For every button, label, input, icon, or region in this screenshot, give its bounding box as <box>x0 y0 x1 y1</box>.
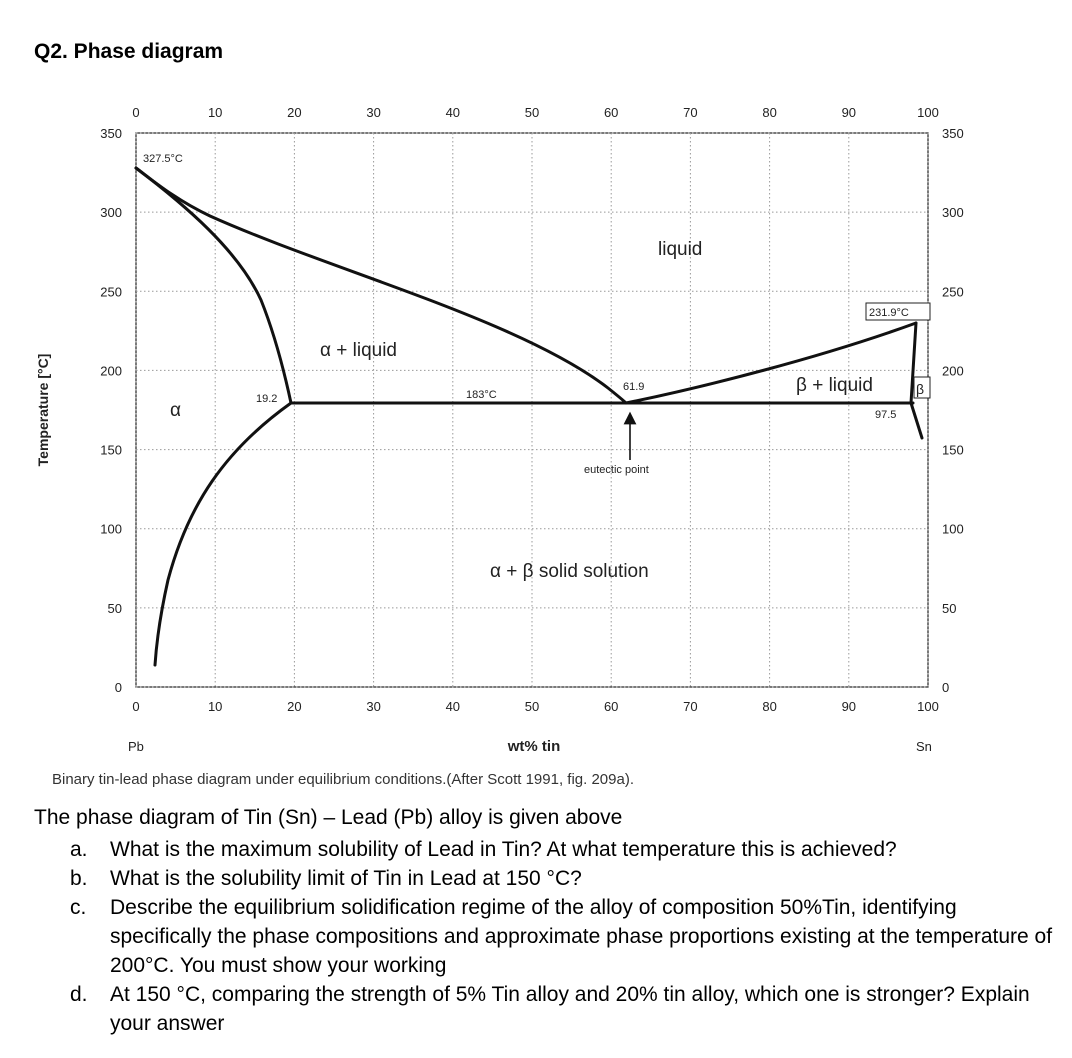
grid <box>136 133 928 687</box>
alpha-limit-label: 19.2 <box>256 393 278 405</box>
solvus-alpha <box>155 403 291 665</box>
region-alpha: α <box>170 400 181 421</box>
region-alpha-liquid: α + liquid <box>320 340 398 361</box>
solvus-beta <box>911 403 922 438</box>
y-tick-label-left: 300 <box>100 205 122 221</box>
region-solid: α + β solid solution <box>490 561 649 582</box>
question-marker: a. <box>70 838 88 861</box>
y-tick-label-right: 150 <box>942 442 964 458</box>
y-tick-label-right: 0 <box>942 680 950 695</box>
x-tick-label-top: 30 <box>366 105 381 120</box>
y-tick-label-left: 0 <box>114 680 122 695</box>
x-tick-label-bottom: 30 <box>366 699 381 714</box>
region-beta: β <box>916 381 925 397</box>
y-tick-label-right: 50 <box>942 600 957 616</box>
eutectic-point-label: eutectic point <box>584 464 649 476</box>
sn-melt-label: 231.9°C <box>869 307 909 319</box>
question-text: What is the solubility limit of Tin in Lead at 150 °C? <box>110 867 582 890</box>
question-item <box>70 864 1060 893</box>
question-item <box>70 980 1060 1038</box>
question-marker: b. <box>70 867 88 890</box>
right-element-label: Sn <box>916 739 932 754</box>
x-tick-label-top: 60 <box>603 105 619 120</box>
y-tick-label-left: 250 <box>100 284 122 300</box>
x-tick-label-top: 0 <box>132 105 140 120</box>
x-tick-label-bottom: 40 <box>445 699 461 714</box>
x-tick-label-top: 10 <box>207 105 223 120</box>
x-tick-label-top: 100 <box>917 105 939 120</box>
x-tick-label-bottom: 70 <box>683 699 698 714</box>
solidus-alpha <box>136 168 291 403</box>
page-heading: Q2. Phase diagram <box>34 40 224 63</box>
x-tick-label-bottom: 90 <box>841 699 857 714</box>
x-tick-label-top: 40 <box>445 105 461 120</box>
y-tick-label-left: 150 <box>100 442 122 458</box>
y-axis-title: Temperature [°C] <box>35 353 51 467</box>
region-beta-liquid: β + liquid <box>796 375 873 396</box>
y-tick-label-right: 250 <box>942 284 964 300</box>
eutectic-comp-label: 61.9 <box>623 381 645 393</box>
question-text: What is the maximum solubility of Lead in Tin? At what temperature this is achieved? <box>110 838 897 861</box>
y-tick-label-right: 300 <box>942 205 964 221</box>
question-text: At 150 °C, comparing the strength of 5% Tin alloy and 20% tin alloy, which one is stronger? Explain your answer <box>110 983 1030 1035</box>
x-tick-label-top: 90 <box>841 105 857 120</box>
region-liquid: liquid <box>658 239 703 260</box>
question-item <box>70 893 1060 980</box>
x-tick-label-bottom: 20 <box>287 699 302 714</box>
x-tick-label-bottom: 60 <box>603 699 619 714</box>
question-text: Describe the equilibrium solidification regime of the alloy of composition 50%Tin, identifying specifically the phase compositions and approximate phase proportions existing at the temperature of 200°C. You must show your working <box>110 896 1053 977</box>
y-tick-label-right: 350 <box>942 126 964 141</box>
x-tick-label-top: 50 <box>524 105 540 120</box>
x-tick-label-bottom: 50 <box>524 699 540 714</box>
y-tick-label-right: 100 <box>942 521 964 537</box>
question-marker: c. <box>70 896 87 919</box>
liquidus-alpha <box>136 168 626 403</box>
y-tick-label-left: 350 <box>100 126 122 141</box>
question-marker: d. <box>70 983 88 1006</box>
question-list <box>70 835 1060 1038</box>
y-tick-label-left: 50 <box>107 600 122 616</box>
x-tick-label-bottom: 80 <box>762 699 777 714</box>
pb-melt-label: 327.5°C <box>143 153 183 165</box>
figure-caption: Binary tin-lead phase diagram under equilibrium conditions.(After Scott 1991, fig. 209a). <box>52 771 634 788</box>
x-tick-label-bottom: 100 <box>917 699 939 714</box>
x-tick-label-bottom: 10 <box>207 699 223 714</box>
left-element-label: Pb <box>128 739 144 754</box>
eutectic-temp-label: 183°C <box>466 389 497 401</box>
y-tick-label-right: 200 <box>942 363 964 379</box>
x-tick-label-bottom: 0 <box>132 699 140 714</box>
y-tick-label-left: 100 <box>100 521 122 537</box>
intro-text: The phase diagram of Tin (Sn) – Lead (Pb) alloy is given above <box>34 806 623 829</box>
x-axis-title: wt% tin <box>507 738 561 755</box>
beta-limit-label: 97.5 <box>875 409 897 421</box>
x-tick-label-top: 70 <box>683 105 698 120</box>
question-item <box>70 835 1060 864</box>
y-tick-label-left: 200 <box>100 363 122 379</box>
x-tick-label-top: 80 <box>762 105 777 120</box>
x-tick-label-top: 20 <box>287 105 302 120</box>
